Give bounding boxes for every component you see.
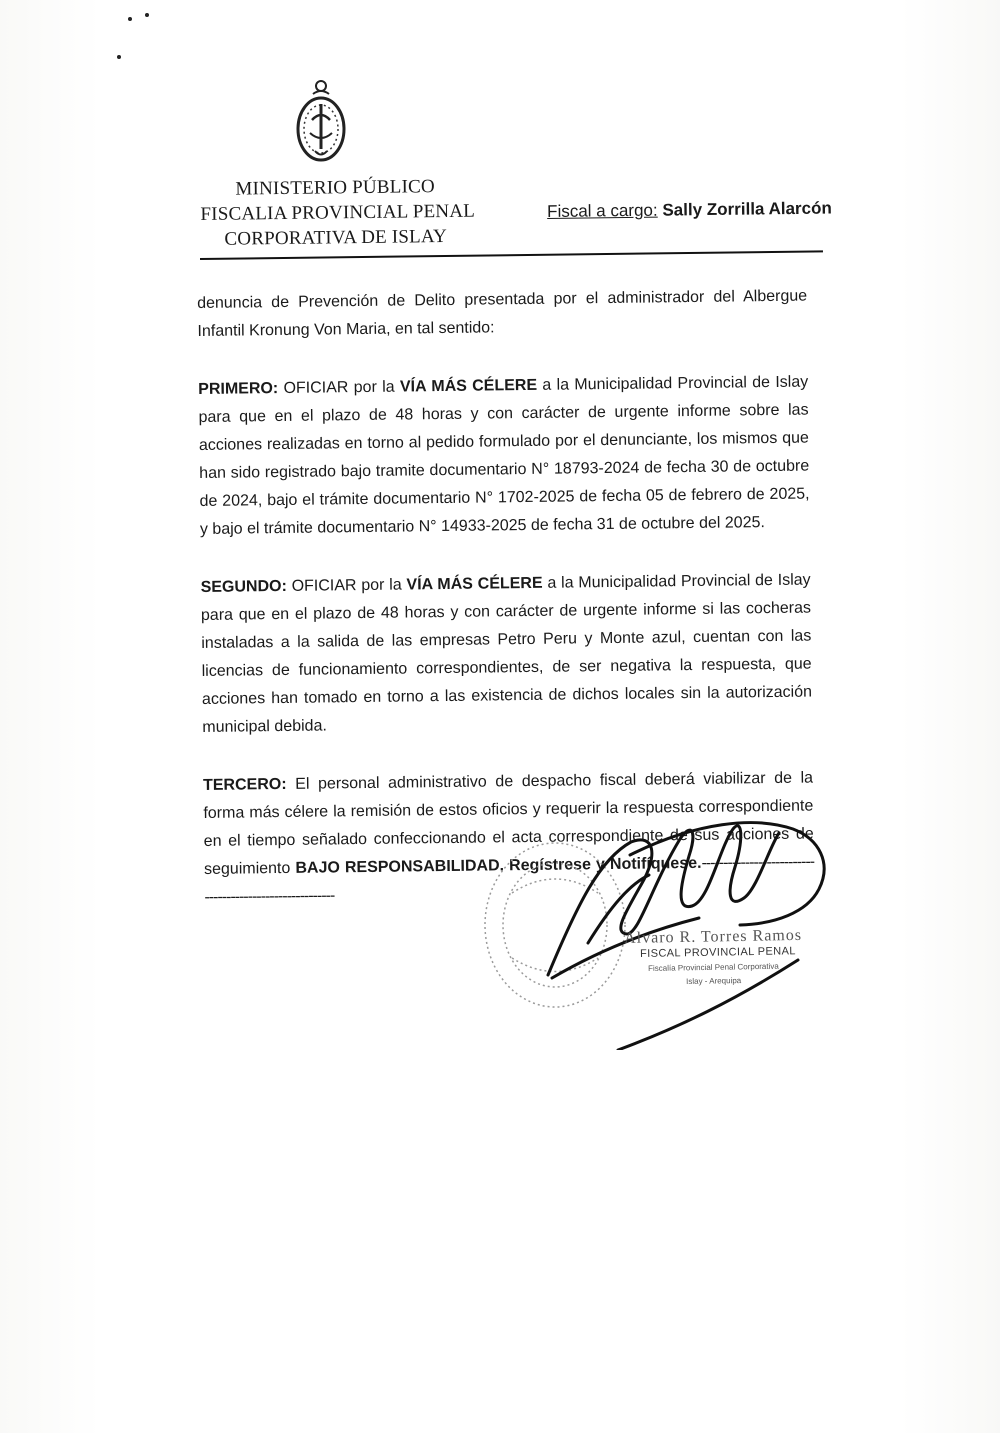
primero-emphasis: VÍA MÁS CÉLERE bbox=[399, 376, 538, 396]
primero-paragraph bbox=[198, 369, 810, 544]
tercero-text: El personal administrativo de despacho fiscal deberá viabilizar de la forma más célere la remisión de estos oficios y requerir la respuesta correspondiente en el tiempo señalado confeccionando el acta correspondiente de sus acciones de seguimiento bbox=[203, 769, 814, 878]
primero-text-before: OFICIAR por la bbox=[278, 378, 401, 398]
intro-paragraph: denuncia de Prevención de Delito presentada por el administrador del Albergue Infantil Kronung Von Maria, en tal sentido: bbox=[197, 287, 808, 340]
fiscal-name: Sally Zorrilla Alarcón bbox=[662, 198, 832, 220]
scan-speck bbox=[128, 17, 132, 21]
tercero-closing: BAJO RESPONSABILIDAD. Regístrese y Notifíquese. bbox=[295, 854, 702, 877]
fiscal-label: Fiscal a cargo: bbox=[547, 200, 658, 221]
primero-label: PRIMERO: bbox=[198, 380, 279, 398]
stamp-location: Islay - Arequipa bbox=[686, 976, 742, 986]
segundo-label: SEGUNDO: bbox=[200, 577, 287, 596]
primero-text-after: a la Municipalidad Provincial de Islay para que en el plazo de 48 horas y con carácter de urgente informe sobre las acciones realizadas en torno al pedido formulado por el denunciante, los mismos que han sido registrado bajo tramite documentario N° 18793-2024 de fecha 30 de octubre de 2024, bajo el trámite documentario N° 1702-2025 de fecha 05 de febrero de 2025, y bajo el trámite documentario N° 14933-2025 de fecha 31 de octubre del 2025. bbox=[198, 373, 810, 538]
segundo-text-after: a la Municipalidad Provincial de Islay para que en el plazo de 48 horas y con carácter de urgente informe si las cocheras instaladas a la salida de las empresas Petro Peru y Monte azul, cuentan con las licencias de funcionamiento correspondientes, de ser negativa la respuesta, que acciones han tomado en torno a las existencia de dichos locales sin la autorización municipal debida. bbox=[200, 571, 813, 736]
institution-line: FISCALIA PROVINCIAL PENAL bbox=[200, 200, 476, 225]
fiscal-in-charge bbox=[547, 199, 832, 222]
stamp-office: Fiscalía Provincial Penal Corporativa bbox=[648, 961, 779, 973]
coat-of-arms-icon bbox=[292, 78, 350, 164]
stamp-name: Alvaro R. Torres Ramos bbox=[624, 926, 803, 947]
segundo-emphasis: VÍA MÁS CÉLERE bbox=[406, 574, 543, 594]
institution-line: MINISTERIO PÚBLICO bbox=[235, 176, 435, 200]
segundo-paragraph bbox=[200, 567, 812, 742]
scan-speck bbox=[117, 55, 121, 59]
dash-fill-line: -------------------------------------------------------- bbox=[204, 853, 815, 906]
stamp-title: FISCAL PROVINCIAL PENAL bbox=[640, 945, 796, 960]
scan-speck bbox=[145, 13, 149, 17]
institution-line: CORPORATIVA DE ISLAY bbox=[224, 225, 448, 250]
segundo-text-before: OFICIAR por la bbox=[286, 576, 407, 595]
institution-heading bbox=[200, 174, 476, 252]
tercero-label: TERCERO: bbox=[202, 775, 287, 794]
